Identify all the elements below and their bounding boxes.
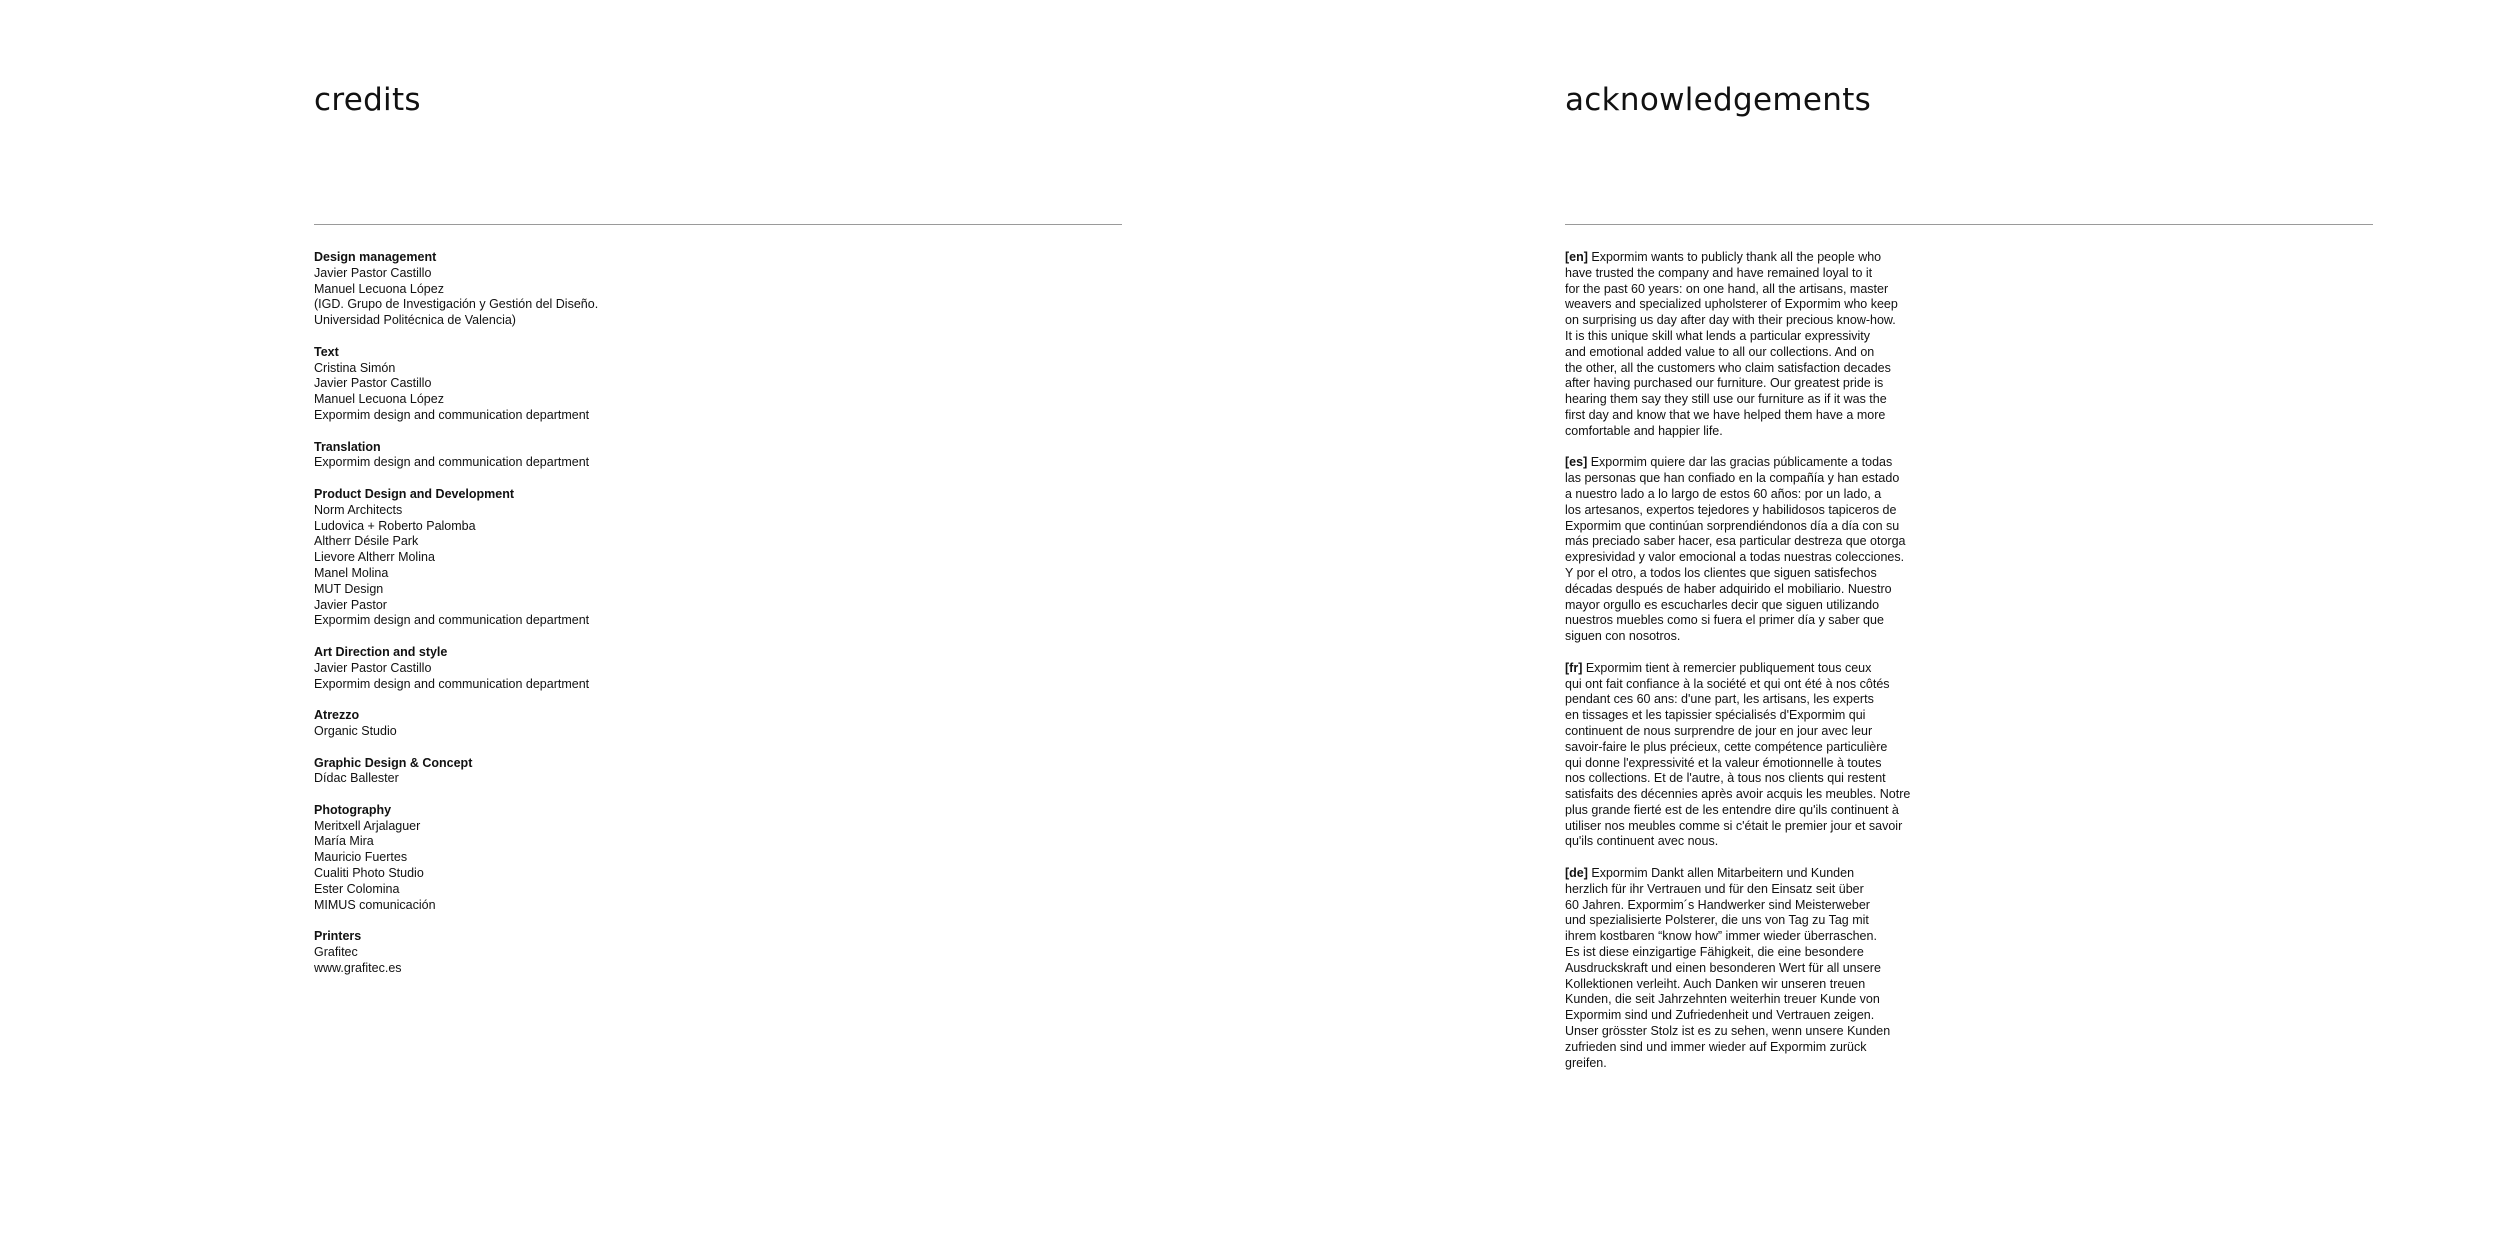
credits-entry: Expormim design and communication department xyxy=(314,407,590,422)
paragraph-line: Expormim sind und Zufriedenheit und Vertrauen zeigen. xyxy=(1565,1008,1875,1023)
paragraph-line: Y por el otro, a todos los clientes que siguen satisfechos xyxy=(1565,565,1877,580)
credits-section-title: Photography xyxy=(314,802,392,817)
credits-entry: Meritxell Arjalaguer xyxy=(314,818,421,833)
acknowledgements-text xyxy=(1565,250,2373,1087)
language-tag: [es] xyxy=(1565,455,1588,470)
paragraph-line: Es ist diese einzigartige Fähigkeit, die eine besondere xyxy=(1565,945,1864,960)
credits-entry: Expormim design and communication department xyxy=(314,455,590,470)
credits-entry: Organic Studio xyxy=(314,723,397,738)
credits-entry: Altherr Désile Park xyxy=(314,534,419,549)
credits-entry: Manel Molina xyxy=(314,565,389,580)
credits-entry: Dídac Ballester xyxy=(314,771,399,786)
paragraph-line: for the past 60 years: on one hand, all the artisans, master xyxy=(1565,281,1889,296)
credits-entry: Cristina Simón xyxy=(314,360,396,375)
credits-list xyxy=(314,250,1122,992)
paragraph-line: nuestros muebles como si fuera el primer día y saber que xyxy=(1565,613,1884,628)
paragraph-line: qu'ils continuent avec nous. xyxy=(1565,834,1719,849)
paragraph-line: after having purchased our furniture. Our greatest pride is xyxy=(1565,376,1884,391)
credits-entry: www.grafitec.es xyxy=(314,960,402,975)
paragraph-line: las personas que han confiado en la compañía y han estado xyxy=(1565,471,1900,486)
paragraph-line: mayor orgullo es escucharles decir que siguen utilizando xyxy=(1565,597,1880,612)
paragraph-first-line xyxy=(1565,455,1905,471)
credits-section xyxy=(314,929,1122,976)
paragraph-line: zufrieden sind und immer wieder auf Expormim zurück xyxy=(1565,1039,1867,1054)
credits-entry: Ludovica + Roberto Palomba xyxy=(314,518,476,533)
language-tag: [fr] xyxy=(1565,660,1583,675)
paragraph-line: Expormim wants to publicly thank all the people who xyxy=(1587,250,1882,264)
paragraph-line: on surprising us day after day with their precious know-how. xyxy=(1565,313,1896,328)
paragraph-line: first day and know that we have helped them have a more xyxy=(1565,407,1886,422)
credits-entry: Javier Pastor Castillo xyxy=(314,660,432,675)
paragraph-line: expresividad y valor emocional a todas nuestras colecciones. xyxy=(1565,550,1905,565)
credits-entry: Javier Pastor Castillo xyxy=(314,376,432,391)
credits-section xyxy=(314,708,1122,740)
credits-entry: Manuel Lecuona López xyxy=(314,392,444,407)
credits-entry: Manuel Lecuona López xyxy=(314,281,444,296)
credits-entry: Ester Colomina xyxy=(314,881,400,896)
paragraph-line: satisfaits des décennies après avoir acquis les meubles. Notre xyxy=(1565,787,1911,802)
credits-entry: Expormim design and communication department xyxy=(314,676,590,691)
paragraph-line: hearing them say they still use our furniture as if it was the xyxy=(1565,392,1887,407)
paragraph-line: Kunden, die seit Jahrzehnten weiterhin treuer Kunde von xyxy=(1565,992,1880,1007)
paragraph-line: ihrem kostbaren “know how” immer wieder überraschen. xyxy=(1565,929,1877,944)
credits-entry: Lievore Altherr Molina xyxy=(314,550,435,565)
credits-section-title: Translation xyxy=(314,439,381,454)
credits-entry: Javier Pastor Castillo xyxy=(314,265,432,280)
credits-section xyxy=(314,756,1122,788)
paragraph-line: und spezialisierte Polsterer, die uns von Tag zu Tag mit xyxy=(1565,913,1869,928)
credits-section-title: Art Direction and style xyxy=(314,644,448,659)
credits-entry: MUT Design xyxy=(314,581,384,596)
paragraph-line: 60 Jahren. Expormim´s Handwerker sind Meisterweber xyxy=(1565,897,1870,912)
acknowledgements-divider xyxy=(1565,224,2373,225)
credits-entry: Mauricio Fuertes xyxy=(314,850,408,865)
credits-entry: (IGD. Grupo de Investigación y Gestión del Diseño. xyxy=(314,297,599,312)
credits-divider xyxy=(314,224,1122,225)
paragraph-line: en tissages et les tapissier spécialisés d'Expormim qui xyxy=(1565,708,1866,723)
credits-section-title: Atrezzo xyxy=(314,708,360,723)
paragraph-line: qui donne l'expressivité et la valeur émotionnelle à toutes xyxy=(1565,755,1882,770)
acknowledgement-paragraph xyxy=(1565,866,1905,1071)
paragraph-line: It is this unique skill what lends a particular expressivity xyxy=(1565,328,1870,343)
paragraph-line: siguen con nosotros. xyxy=(1565,629,1681,644)
language-tag: [en] xyxy=(1565,250,1588,264)
credits-section xyxy=(314,487,1122,629)
paragraph-first-line xyxy=(1565,661,1905,677)
acknowledgement-paragraph xyxy=(1565,660,1911,851)
credits-entry: Javier Pastor xyxy=(314,597,387,612)
credits-entry: Cualiti Photo Studio xyxy=(314,866,424,881)
credits-section-title: Graphic Design & Concept xyxy=(314,755,473,770)
credits-entry: Expormim design and communication department xyxy=(314,613,590,628)
paragraph-line: Expormim que continúan sorprendiéndonos día a día con su xyxy=(1565,518,1900,533)
credits-section-title: Design management xyxy=(314,250,437,264)
paragraph-line: weavers and specialized upholsterer of Expormim who keep xyxy=(1565,297,1898,312)
credits-section xyxy=(314,440,1122,472)
acknowledgement-paragraph xyxy=(1565,250,1905,440)
paragraph-line: décadas después de haber adquirido el mobiliario. Nuestro xyxy=(1565,581,1892,596)
credits-section-title: Product Design and Development xyxy=(314,486,515,501)
paragraph-line: Ausdruckskraft und einen besonderen Wert für all unsere xyxy=(1565,960,1881,975)
paragraph-line: and emotional added value to all our collections. And on xyxy=(1565,344,1875,359)
paragraph-first-line xyxy=(1565,250,1905,266)
acknowledgements-heading: acknowledgements xyxy=(1565,82,1872,118)
paragraph-line: a nuestro lado a lo largo de estos 60 años: por un lado, a xyxy=(1565,486,1882,501)
credits-entry: María Mira xyxy=(314,834,374,849)
acknowledgement-paragraph xyxy=(1565,455,1905,645)
paragraph-line: pendant ces 60 ans: d'une part, les artisans, les experts xyxy=(1565,692,1874,707)
paragraph-line: savoir-faire le plus précieux, cette compétence particulière xyxy=(1565,739,1888,754)
language-tag: [de] xyxy=(1565,866,1588,881)
credits-section-title: Text xyxy=(314,344,339,359)
paragraph-line: greifen. xyxy=(1565,1055,1607,1070)
paragraph-line: Expormim quiere dar las gracias públicamente a todas xyxy=(1587,455,1893,470)
paragraph-line: have trusted the company and have remained loyal to it xyxy=(1565,265,1873,280)
credits-section xyxy=(314,250,1122,329)
paragraph-line: the other, all the customers who claim satisfaction decades xyxy=(1565,360,1891,375)
paragraph-line: herzlich für ihr Vertrauen und für den Einsatz seit über xyxy=(1565,881,1864,896)
paragraph-line: Unser grösster Stolz ist es zu sehen, wenn unsere Kunden xyxy=(1565,1024,1891,1039)
credits-heading: credits xyxy=(314,82,421,118)
paragraph-line: más preciado saber hacer, esa particular destreza que otorga xyxy=(1565,534,1906,549)
credits-section xyxy=(314,645,1122,692)
credits-entry: MIMUS comunicación xyxy=(314,897,436,912)
paragraph-line: comfortable and happier life. xyxy=(1565,423,1723,438)
credits-section xyxy=(314,803,1122,914)
paragraph-line: Expormim tient à remercier publiquement tous ceux xyxy=(1582,660,1872,675)
paragraph-line: Kollektionen verleiht. Auch Danken wir unseren treuen xyxy=(1565,976,1866,991)
paragraph-line: qui ont fait confiance à la société et qui ont été à nos côtés xyxy=(1565,676,1890,691)
credits-entry: Universidad Politécnica de Valencia) xyxy=(314,313,516,328)
paragraph-line: utiliser nos meubles comme si c'était le premier jour et savoir xyxy=(1565,818,1903,833)
credits-section xyxy=(314,345,1122,424)
paragraph-line: Expormim Dankt allen Mitarbeitern und Kunden xyxy=(1587,866,1855,881)
credits-entry: Norm Architects xyxy=(314,502,403,517)
paragraph-first-line xyxy=(1565,866,1905,882)
paragraph-line: nos collections. Et de l'autre, à tous nos clients qui restent xyxy=(1565,771,1886,786)
credits-entry: Grafitec xyxy=(314,945,358,960)
credits-section-title: Printers xyxy=(314,929,362,944)
paragraph-line: los artesanos, expertos tejedores y habilidosos tapiceros de xyxy=(1565,502,1897,517)
paragraph-line: plus grande fierté est de les entendre dire qu'ils continuent à xyxy=(1565,802,1899,817)
paragraph-line: continuent de nous surprendre de jour en jour avec leur xyxy=(1565,723,1873,738)
